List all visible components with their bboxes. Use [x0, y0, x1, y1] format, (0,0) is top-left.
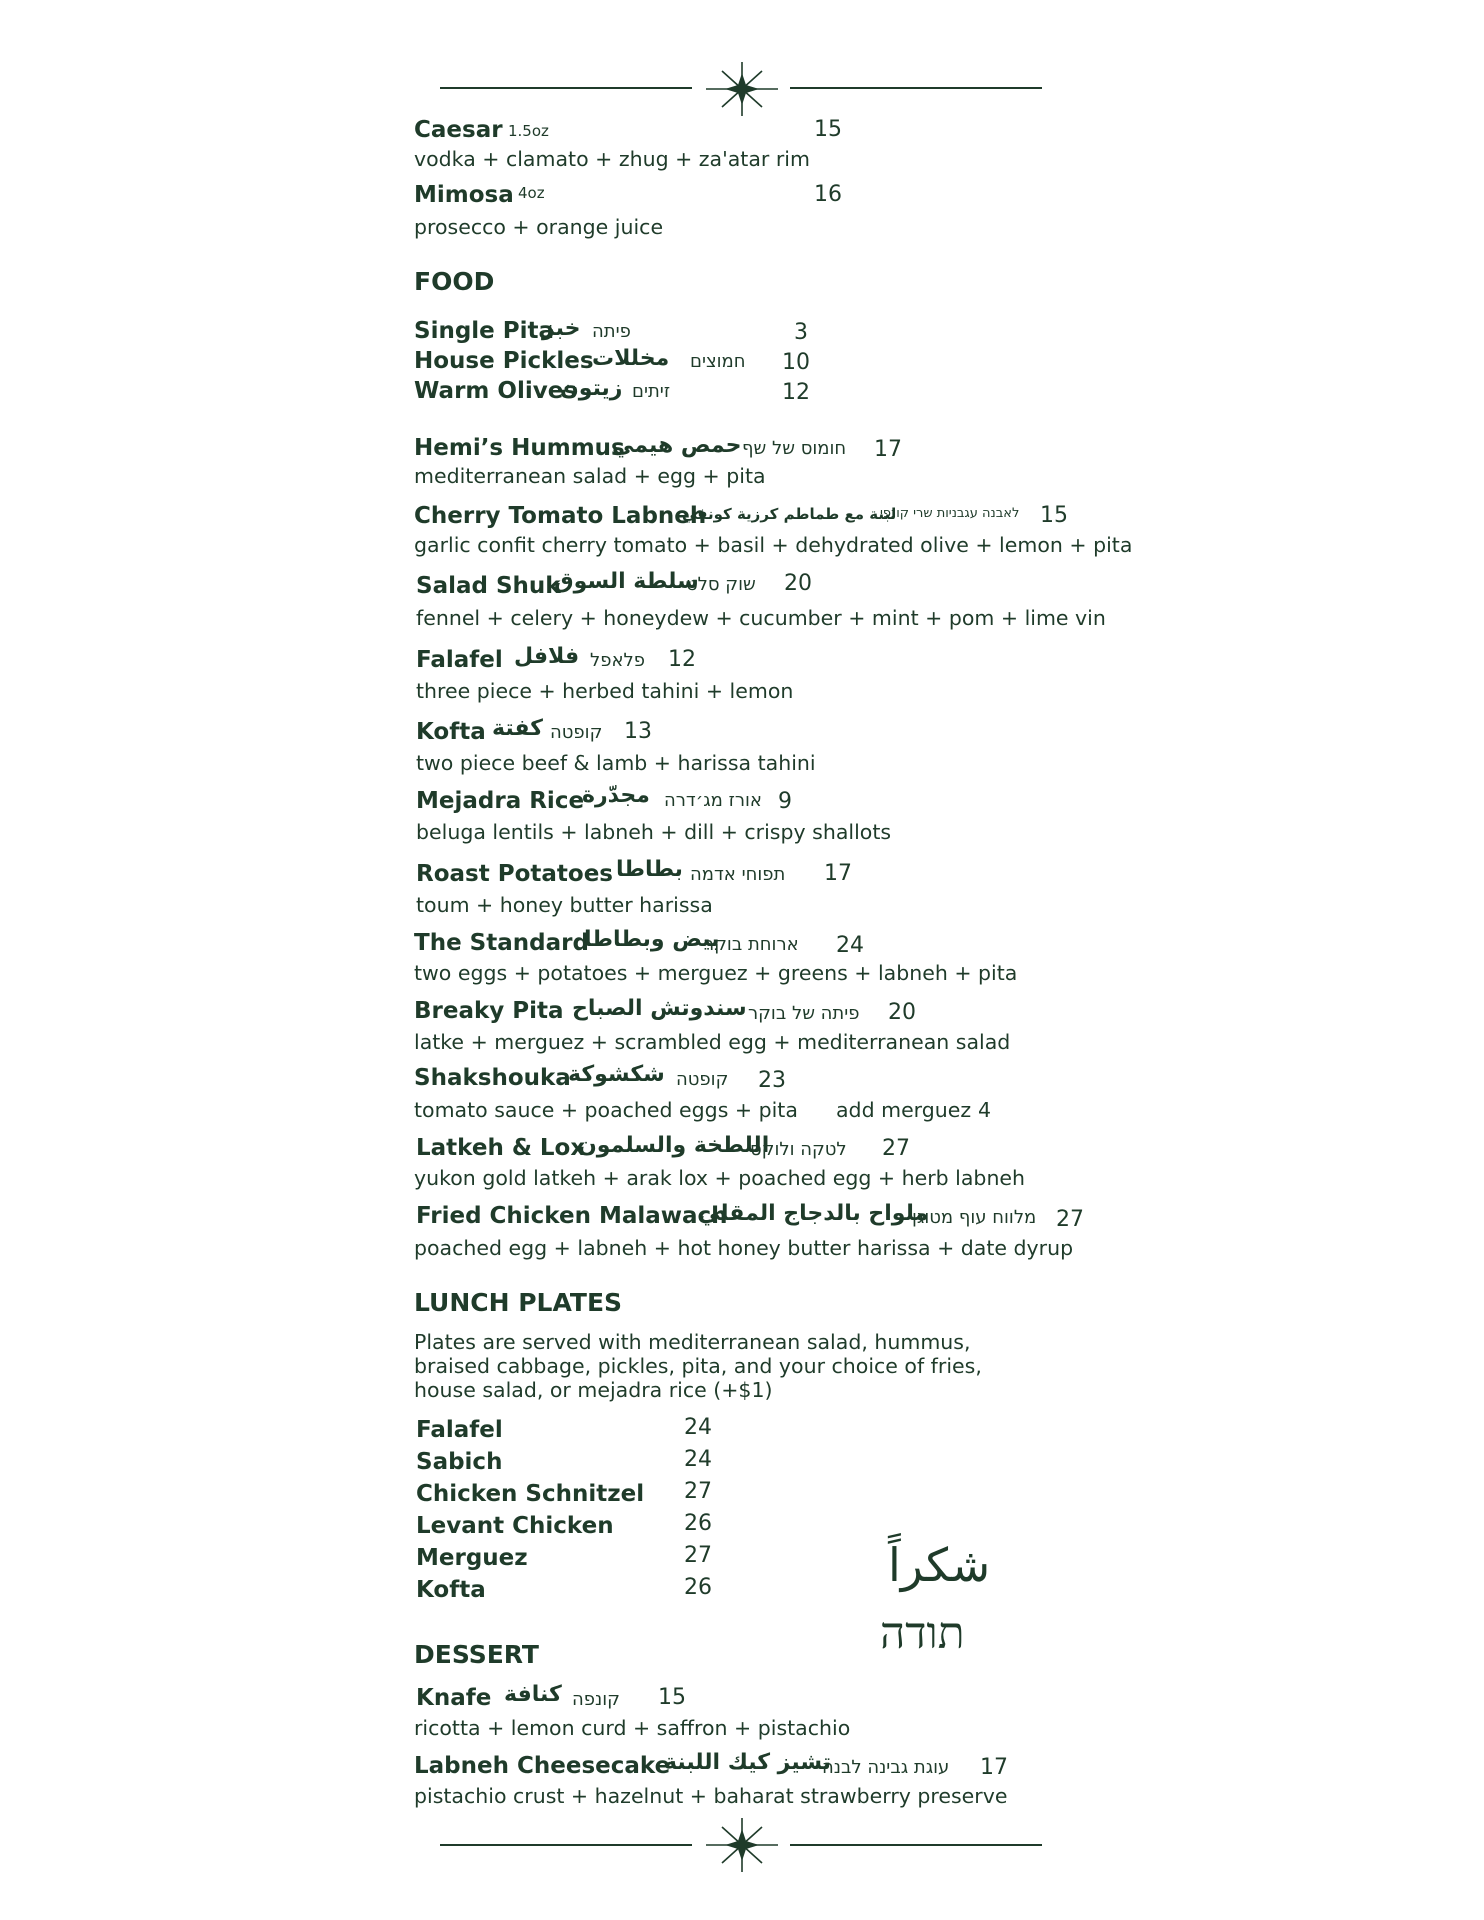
menu-item-name: Mejadra Rice	[416, 788, 585, 814]
menu-item-price: 24	[836, 933, 864, 958]
section-heading-lunch: LUNCH PLATES	[414, 1288, 623, 1317]
addon-price: 4	[978, 1098, 992, 1122]
dessert-name: Knafe	[416, 1685, 492, 1711]
lunch-item-price: 24	[684, 1447, 712, 1472]
menu-item-description: two piece beef & lamb + harissa tahini	[416, 751, 816, 775]
drink-description: prosecco + orange juice	[414, 215, 664, 239]
dessert-price: 17	[980, 1755, 1008, 1780]
drink-price: 16	[814, 182, 842, 207]
side-name: Warm Olives	[414, 378, 577, 404]
menu-item-name: Fried Chicken Malawach	[416, 1203, 728, 1229]
menu-item-hebrew-name: קופטה	[550, 722, 603, 743]
menu-item-hebrew-name: מלווח עוף מטוגן	[912, 1207, 1037, 1228]
menu-item-arabic-name: بطاطا	[616, 857, 683, 882]
menu-item-description: beluga lentils + labneh + dill + crispy shallots	[416, 820, 892, 844]
divider-line-left	[440, 87, 692, 89]
menu-item-name: Roast Potatoes	[416, 861, 613, 887]
menu-item-description: two eggs + potatoes + merguez + greens + labneh + pita	[414, 961, 1018, 985]
menu-item-arabic-name: لبنة مع طماطم كرزية كونفي	[682, 505, 897, 523]
dessert-name: Labneh Cheesecake	[414, 1753, 671, 1779]
menu-item-arabic-name: كفتة	[492, 716, 543, 741]
side-arabic-name: زيتون	[560, 376, 623, 401]
menu-item-description: yukon gold latkeh + arak lox + poached egg + herb labneh	[414, 1166, 1026, 1190]
menu-item-description: garlic confit cherry tomato + basil + dehydrated olive + lemon + pita	[414, 533, 1133, 557]
lunch-item-price: 26	[684, 1575, 712, 1600]
menu-item-description: poached egg + labneh + hot honey butter harissa + date dyrup	[414, 1236, 1074, 1260]
menu-item-arabic-name: مجدّرة	[582, 783, 650, 808]
menu-item-price: 12	[668, 647, 696, 672]
menu-item-arabic-name: بيض وبطاطا	[584, 927, 720, 952]
menu-item-price: 13	[624, 719, 652, 744]
menu-item-price: 20	[784, 571, 812, 596]
side-hebrew-name: פיתה	[592, 321, 631, 342]
side-price: 10	[782, 350, 810, 375]
side-price: 12	[782, 380, 810, 405]
divider-line-right	[790, 1844, 1042, 1846]
menu-item-price: 9	[778, 789, 792, 814]
lunch-item-name: Sabich	[416, 1449, 503, 1475]
menu-item-arabic-name: سلطة السوق	[554, 569, 699, 594]
lunch-item-name: Falafel	[416, 1417, 503, 1443]
menu-item-price: 27	[1056, 1207, 1084, 1232]
thanks-arabic: شكراً	[888, 1538, 991, 1592]
addon-label: add merguez	[836, 1098, 972, 1122]
side-hebrew-name: זיתים	[632, 381, 671, 402]
menu-item-name: Salad Shuk	[416, 573, 561, 599]
lunch-item-name: Chicken Schnitzel	[416, 1481, 645, 1507]
menu-item-price: 17	[874, 437, 902, 462]
side-name: House Pickles	[414, 348, 594, 374]
divider-line-left	[440, 1844, 692, 1846]
menu-item-name: Latkeh & Lox	[416, 1135, 586, 1161]
side-arabic-name: مخللات	[592, 346, 670, 371]
lunch-item-name: Levant Chicken	[416, 1513, 614, 1539]
side-name: Single Pita	[414, 318, 555, 344]
star-icon	[706, 1818, 778, 1872]
menu-item-arabic-name: ملواح بالدجاج المقلي	[698, 1201, 929, 1226]
dessert-hebrew-name: עוגת גבינה לבנה	[822, 1757, 950, 1778]
side-price: 3	[794, 320, 808, 345]
menu-item-hebrew-name: פיתה של בוקר	[748, 1003, 860, 1024]
divider-line-right	[790, 87, 1042, 89]
drink-description: vodka + clamato + zhug + za'atar rim	[414, 147, 810, 171]
menu-item-description: mediterranean salad + egg + pita	[414, 464, 766, 488]
menu-item-name: Falafel	[416, 647, 503, 673]
lunch-item-name: Merguez	[416, 1545, 528, 1571]
menu-item-name: Kofta	[416, 719, 486, 745]
drink-price: 15	[814, 117, 842, 142]
menu-item-name: The Standard	[414, 930, 589, 956]
menu-item-hebrew-name: חומוס של שף	[742, 438, 847, 459]
menu-item-price: 20	[888, 1000, 916, 1025]
menu-item-price: 17	[824, 861, 852, 886]
dessert-arabic-name: تشيز كيك اللبنة	[664, 1750, 831, 1775]
menu-item-name: Cherry Tomato Labneh	[414, 503, 707, 529]
menu-item-description: fennel + celery + honeydew + cucumber + mint + pom + lime vin	[416, 606, 1106, 630]
dessert-arabic-name: كنافة	[504, 1682, 562, 1707]
menu-item-name: Hemi’s Hummus	[414, 435, 625, 461]
lunch-item-price: 27	[684, 1479, 712, 1504]
menu-item-price: 15	[1040, 503, 1068, 528]
menu-item-hebrew-name: לטקה ולוקס	[750, 1139, 847, 1160]
thanks-hebrew: תודה	[880, 1608, 965, 1659]
menu-item-hebrew-name: תפוחי אדמה	[690, 864, 786, 885]
star-icon	[706, 62, 778, 116]
menu-item-arabic-name: سندوتش الصباح	[572, 996, 747, 1021]
menu-item-arabic-name: اللطخة والسلمون	[578, 1133, 770, 1158]
menu-item-description: three piece + herbed tahini + lemon	[416, 679, 794, 703]
drink-name: Caesar	[414, 117, 503, 143]
dessert-hebrew-name: קונפה	[572, 1689, 620, 1710]
menu-item-description: tomato sauce + poached eggs + pita	[414, 1098, 798, 1122]
menu-item-name: Breaky Pita	[414, 998, 564, 1024]
menu-item-description: toum + honey butter harissa	[416, 893, 713, 917]
side-arabic-name: خبز	[542, 316, 581, 341]
drink-name: Mimosa	[414, 182, 514, 208]
menu-item-hebrew-name: קופטה	[676, 1069, 729, 1090]
side-hebrew-name: חמוצים	[690, 351, 746, 372]
lunch-item-name: Kofta	[416, 1577, 486, 1603]
menu-item-hebrew-name: ארוחת בוקר	[704, 934, 799, 955]
lunch-item-price: 24	[684, 1415, 712, 1440]
menu-item-hebrew-name: אורז מג׳דרה	[664, 790, 762, 811]
drink-size: 1.5oz	[508, 122, 549, 140]
drink-size: 4oz	[518, 184, 545, 202]
dessert-description: pistachio crust + hazelnut + baharat strawberry preserve	[414, 1784, 1008, 1808]
menu-item-hebrew-name: פלאפל	[590, 650, 645, 671]
menu-item-hebrew-name: לאבנה עגבניות שרי קונפי	[880, 506, 1020, 521]
menu-item-arabic-name: فلافل	[514, 644, 580, 669]
menu-item-arabic-name: حمص هيمي	[612, 433, 742, 458]
menu-item-price: 27	[882, 1136, 910, 1161]
menu-item-name: Shakshouka	[414, 1065, 571, 1091]
section-heading-food: FOOD	[414, 267, 495, 296]
lunch-item-price: 26	[684, 1511, 712, 1536]
dessert-description: ricotta + lemon curd + saffron + pistachio	[414, 1716, 851, 1740]
lunch-item-price: 27	[684, 1543, 712, 1568]
menu-item-price: 23	[758, 1068, 786, 1093]
lunch-note: Plates are served with mediterranean salad, hummus, braised cabbage, pickles, pita, and your choice of fries, house salad, or mejadra rice (+$1)	[414, 1330, 982, 1402]
menu-item-arabic-name: شكشوكة	[568, 1062, 665, 1087]
menu-item-description: latke + merguez + scrambled egg + mediterranean salad	[414, 1030, 1011, 1054]
menu-item-hebrew-name: שוק סלט	[686, 574, 756, 595]
section-heading-dessert: DESSERT	[414, 1640, 539, 1669]
dessert-price: 15	[658, 1685, 686, 1710]
